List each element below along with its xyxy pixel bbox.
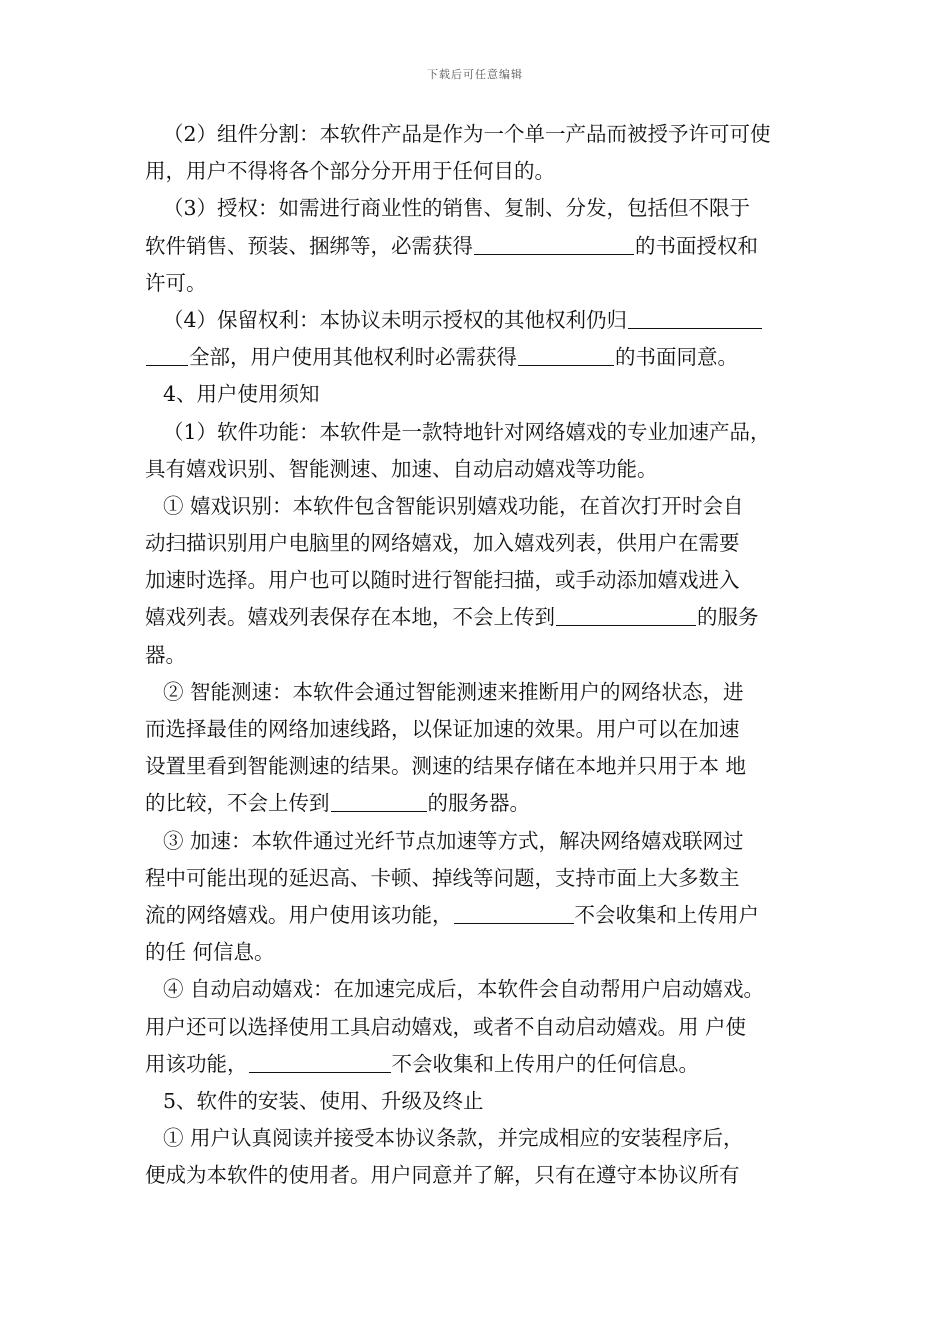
line-text: 的书面同意。	[615, 345, 738, 370]
line-text: 动扫描识别用户电脑里的网络嬉戏，加入嬉戏列表，供用户在需要	[145, 531, 740, 556]
line-text: ④ 自动启动嬉戏：在加速完成后，本软件会自动帮用户启动嬉戏。	[163, 977, 765, 1002]
line-text: 流的网络嬉戏。用户使用该功能，	[145, 902, 453, 927]
fill-in-blank[interactable]	[249, 1071, 391, 1073]
text-line	[145, 637, 825, 674]
line-text: 不会收集和上传用户	[574, 902, 759, 927]
text-line	[145, 153, 825, 190]
line-text: 的比较，不会上传到	[145, 791, 330, 816]
line-text: 全部，用户使用其他权利时必需获得	[189, 345, 517, 370]
line-text: 便成为本软件的使用者。用户同意并了解，只有在遵守本协议所有	[145, 1163, 740, 1188]
line-text: 的书面授权和	[635, 233, 758, 258]
line-text: 嬉戏列表。嬉戏列表保存在本地，不会上传到	[145, 605, 555, 630]
text-line	[145, 265, 825, 302]
page-header: 下载后可任意编辑	[427, 68, 523, 81]
line-text: 的服务	[697, 605, 759, 630]
text-line	[145, 711, 825, 748]
fill-in-blank[interactable]	[628, 327, 762, 329]
line-text: 4、用户使用须知	[163, 382, 320, 407]
text-line	[145, 451, 825, 488]
text-line	[145, 414, 825, 451]
text-line	[145, 525, 825, 562]
text-line	[145, 190, 825, 227]
document-body	[145, 116, 825, 1194]
fill-in-blank[interactable]	[556, 624, 696, 626]
text-line	[145, 823, 825, 860]
line-text: 许可。	[145, 270, 207, 295]
line-text: 软件销售、预装、捆绑等，必需获得	[145, 233, 473, 258]
line-text: （3）授权：如需进行商业性的销售、复制、分发，包括但不限于	[163, 196, 751, 221]
text-line	[145, 228, 825, 265]
text-line	[145, 860, 825, 897]
fill-in-blank[interactable]	[146, 364, 188, 366]
section-heading	[145, 376, 825, 413]
text-line	[145, 785, 825, 822]
line-text: （2）组件分割：本软件产品是作为一个单一产品而被授予许可可使	[163, 122, 771, 146]
text-line	[145, 116, 825, 153]
text-line	[145, 897, 825, 934]
text-line	[145, 1009, 825, 1046]
text-line	[145, 934, 825, 971]
text-line	[145, 339, 825, 376]
line-text: 用户还可以选择使用工具启动嬉戏，或者不自动启动嬉戏。用 户使	[145, 1014, 747, 1039]
text-line	[145, 1046, 825, 1083]
line-text: 用该功能，	[145, 1051, 248, 1076]
line-text: 的任 何信息。	[145, 940, 275, 965]
text-line	[145, 971, 825, 1008]
fill-in-blank[interactable]	[454, 922, 574, 924]
fill-in-blank[interactable]	[518, 364, 614, 366]
line-text: ① 用户认真阅读并接受本协议条款，并完成相应的安装程序后，	[163, 1126, 744, 1151]
line-text: ② 智能测速：本软件会通过智能测速来推断用户的网络状态，进	[163, 679, 744, 704]
fill-in-blank[interactable]	[474, 253, 634, 255]
line-text: 加速时选择。用户也可以随时进行智能扫描，或手动添加嬉戏进入	[145, 568, 740, 593]
line-text: 设置里看到智能测速的结果。测速的结果存储在本地并只用于本 地	[145, 754, 747, 779]
section-heading	[145, 1083, 825, 1120]
text-line	[145, 488, 825, 525]
line-text: ③ 加速：本软件通过光纤节点加速等方式，解决网络嬉戏联网过	[163, 828, 744, 853]
text-line	[145, 302, 825, 339]
line-text: 而选择最佳的网络加速线路，以保证加速的效果。用户可以在加速	[145, 717, 740, 741]
line-text: 不会收集和上传用户的任何信息。	[391, 1051, 699, 1076]
line-text: ① 嬉戏识别：本软件包含智能识别嬉戏功能，在首次打开时会自	[163, 493, 744, 518]
line-text: 的服务器。	[427, 791, 530, 816]
text-line	[145, 748, 825, 785]
text-line	[145, 562, 825, 599]
line-text: （4）保留权利：本协议未明示授权的其他权利仍归	[163, 307, 628, 332]
text-line	[145, 599, 825, 636]
fill-in-blank[interactable]	[331, 810, 427, 812]
line-text: 程中可能出现的延迟高、卡顿、掉线等问题，支持市面上大多数主	[145, 865, 740, 890]
text-line	[145, 1157, 825, 1194]
line-text: （1）软件功能：本软件是一款特地针对网络嬉戏的专业加速产品，	[163, 419, 771, 444]
line-text: 具有嬉戏识别、智能测速、加速、自动启动嬉戏等功能。	[145, 456, 658, 481]
line-text: 5、软件的安装、使用、升级及终止	[163, 1088, 484, 1113]
text-line	[145, 674, 825, 711]
text-line	[145, 1120, 825, 1157]
line-text: 器。	[145, 642, 186, 667]
line-text: 用，用户不得将各个部分分开用于任何目的。	[145, 159, 555, 184]
